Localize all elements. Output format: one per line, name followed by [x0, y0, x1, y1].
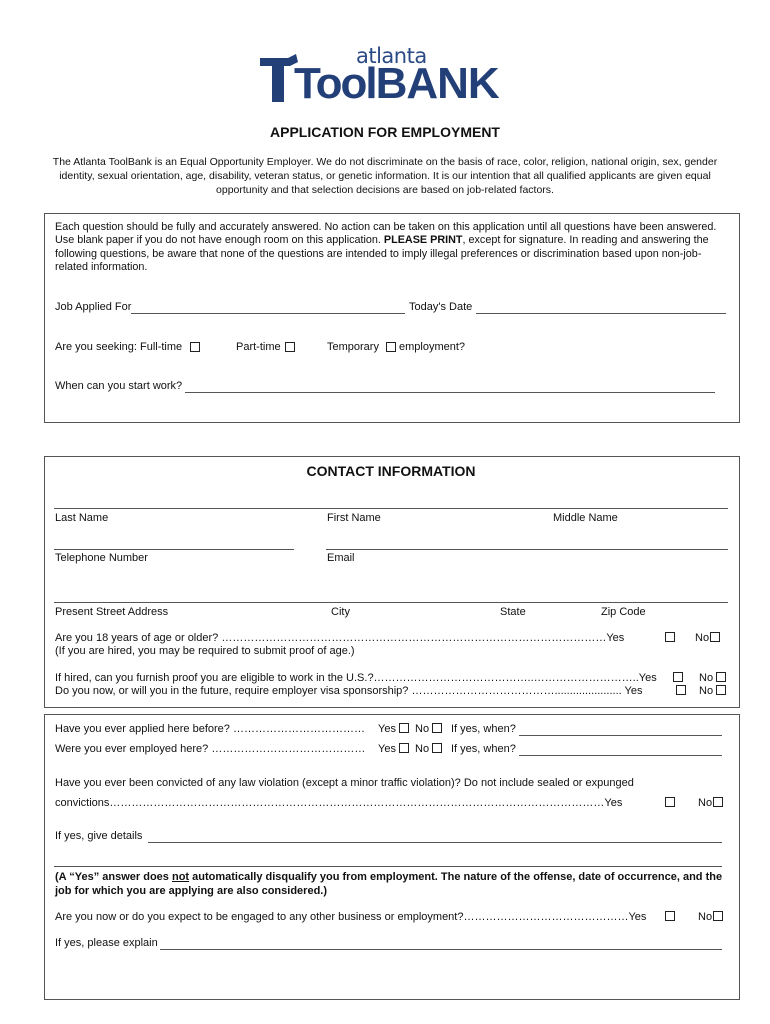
conviction-no-checkbox[interactable] — [713, 797, 723, 807]
instructions-text-1: Each question should be fully and accurately answered. No action can be taken on this application until all questions have been answered. Use blank paper if you do not have enough room on this application. — [55, 221, 717, 247]
instructions-text-2: , except for signature. In reading and answering the following questions, be aware that none of the questions are intended to imply illegal preferences or discrimination based upon non-job-related information. — [55, 234, 709, 274]
telephone-field[interactable] — [54, 549, 294, 550]
todays-date-label: Today's Date — [409, 301, 473, 313]
proof-question: If hired, can you furnish proof you are eligible to work in the U.S.?……………………………………..………………………..Yes — [55, 672, 657, 684]
instructions — [55, 221, 727, 275]
logo-tool: Tool — [294, 59, 376, 108]
proof-no-label: No — [699, 672, 714, 684]
city-label: City — [331, 606, 350, 618]
instructions-please-print: PLEASE PRINT — [383, 234, 463, 247]
employed-when-field[interactable] — [519, 755, 722, 756]
start-work-label: When can you start work? — [55, 380, 183, 392]
name-line[interactable] — [54, 508, 728, 509]
applied-question: Have you ever applied here before? ……………………………… — [55, 723, 365, 735]
address-line[interactable] — [54, 602, 728, 603]
employed-yes-checkbox[interactable] — [399, 743, 409, 753]
contact-heading: CONTACT INFORMATION — [306, 463, 476, 479]
age-no-checkbox[interactable] — [710, 632, 720, 642]
explain-label: If yes, please explain — [55, 937, 158, 949]
eeo-statement: The Atlanta ToolBank is an Equal Opportunity Employer. We do not discriminate on the basis of race, color, religion, national origin, sex, gender identity, sexual orientation, age, disability, veteran status, or genetic information. It is our intention that all qualified applicants are given equal opportunity and that selection decisions are based on job-related factors. — [52, 156, 718, 196]
full-time-checkbox[interactable] — [190, 342, 200, 352]
business-yes-checkbox[interactable] — [665, 911, 675, 921]
age-note: (If you are hired, you may be required to submit proof of age.) — [55, 645, 355, 657]
zip-label: Zip Code — [601, 606, 646, 618]
todays-date-field[interactable] — [476, 313, 726, 314]
conviction-note — [55, 870, 727, 898]
last-name-label: Last Name — [55, 512, 109, 524]
employed-yes-label: Yes — [378, 743, 396, 755]
applied-when-field[interactable] — [519, 735, 722, 736]
conviction-yes-checkbox[interactable] — [665, 797, 675, 807]
business-no-checkbox[interactable] — [713, 911, 723, 921]
middle-name-label: Middle Name — [553, 512, 618, 524]
job-applied-field[interactable] — [131, 313, 405, 314]
contact-section — [44, 456, 740, 708]
toolbank-logo — [258, 44, 518, 108]
job-applied-label: Job Applied For — [55, 301, 132, 313]
telephone-label: Telephone Number — [55, 552, 148, 564]
conviction-question-1: Have you ever been convicted of any law violation (except a minor traffic violation)? Do not include sealed or expunged — [55, 777, 634, 789]
employed-no-label: No — [415, 743, 430, 755]
state-label: State — [500, 606, 526, 618]
visa-question: Do you now, or will you in the future, require employer visa sponsorship? …………………………………...................... Yes — [55, 685, 643, 697]
applied-no-label: No — [415, 723, 430, 735]
note-not: not — [171, 871, 190, 883]
visa-no-checkbox[interactable] — [716, 685, 726, 695]
note-part-1: (A “Yes” answer does — [55, 871, 172, 883]
start-work-field[interactable] — [185, 392, 715, 393]
conviction-question-2: convictions………………………………………………………………………………………………………………………Yes — [55, 797, 623, 809]
part-time-checkbox[interactable] — [285, 342, 295, 352]
conviction-no-label: No — [698, 797, 713, 809]
employed-question: Were you ever employed here? …………………………………… — [55, 743, 366, 755]
visa-yes-checkbox[interactable] — [676, 685, 686, 695]
applied-when-label: If yes, when? — [451, 723, 516, 735]
applied-no-checkbox[interactable] — [432, 723, 442, 733]
email-label: Email — [327, 552, 355, 564]
age-question: Are you 18 years of age or older? ……………………………………………………………………………………………Yes — [55, 632, 625, 644]
business-no-label: No — [698, 911, 713, 923]
street-label: Present Street Address — [55, 606, 169, 618]
logo-toolbank — [294, 60, 499, 108]
applied-yes-checkbox[interactable] — [399, 723, 409, 733]
page-title: APPLICATION FOR EMPLOYMENT — [270, 124, 500, 140]
business-question: Are you now or do you expect to be engaged to any other business or employment?………………………………………Yes — [55, 911, 647, 923]
employed-when-label: If yes, when? — [451, 743, 516, 755]
details-field-2[interactable] — [54, 866, 722, 867]
logo-bank: BANK — [375, 59, 499, 108]
employment-label: employment? — [399, 341, 466, 353]
email-field[interactable] — [326, 549, 728, 550]
give-details-label: If yes, give details — [55, 830, 143, 842]
age-yes-checkbox[interactable] — [665, 632, 675, 642]
age-no-label: No — [695, 632, 710, 644]
proof-no-checkbox[interactable] — [716, 672, 726, 682]
employed-no-checkbox[interactable] — [432, 743, 442, 753]
temporary-checkbox[interactable] — [386, 342, 396, 352]
part-time-label: Part-time — [236, 341, 281, 353]
history-section — [44, 714, 740, 1000]
visa-no-label: No — [699, 685, 714, 697]
details-field-1[interactable] — [148, 842, 722, 843]
proof-yes-checkbox[interactable] — [673, 672, 683, 682]
explain-field[interactable] — [160, 949, 722, 950]
note-part-2: automatically disqualify you from employment. The nature of the offense, date of occurrence, and the job for which you are applying are also considered.) — [55, 871, 723, 897]
seeking-label: Are you seeking: Full-time — [55, 341, 183, 353]
temporary-label: Temporary — [327, 341, 379, 353]
logo-atlanta: atlanta — [356, 44, 427, 68]
applied-yes-label: Yes — [378, 723, 396, 735]
first-name-label: First Name — [327, 512, 381, 524]
